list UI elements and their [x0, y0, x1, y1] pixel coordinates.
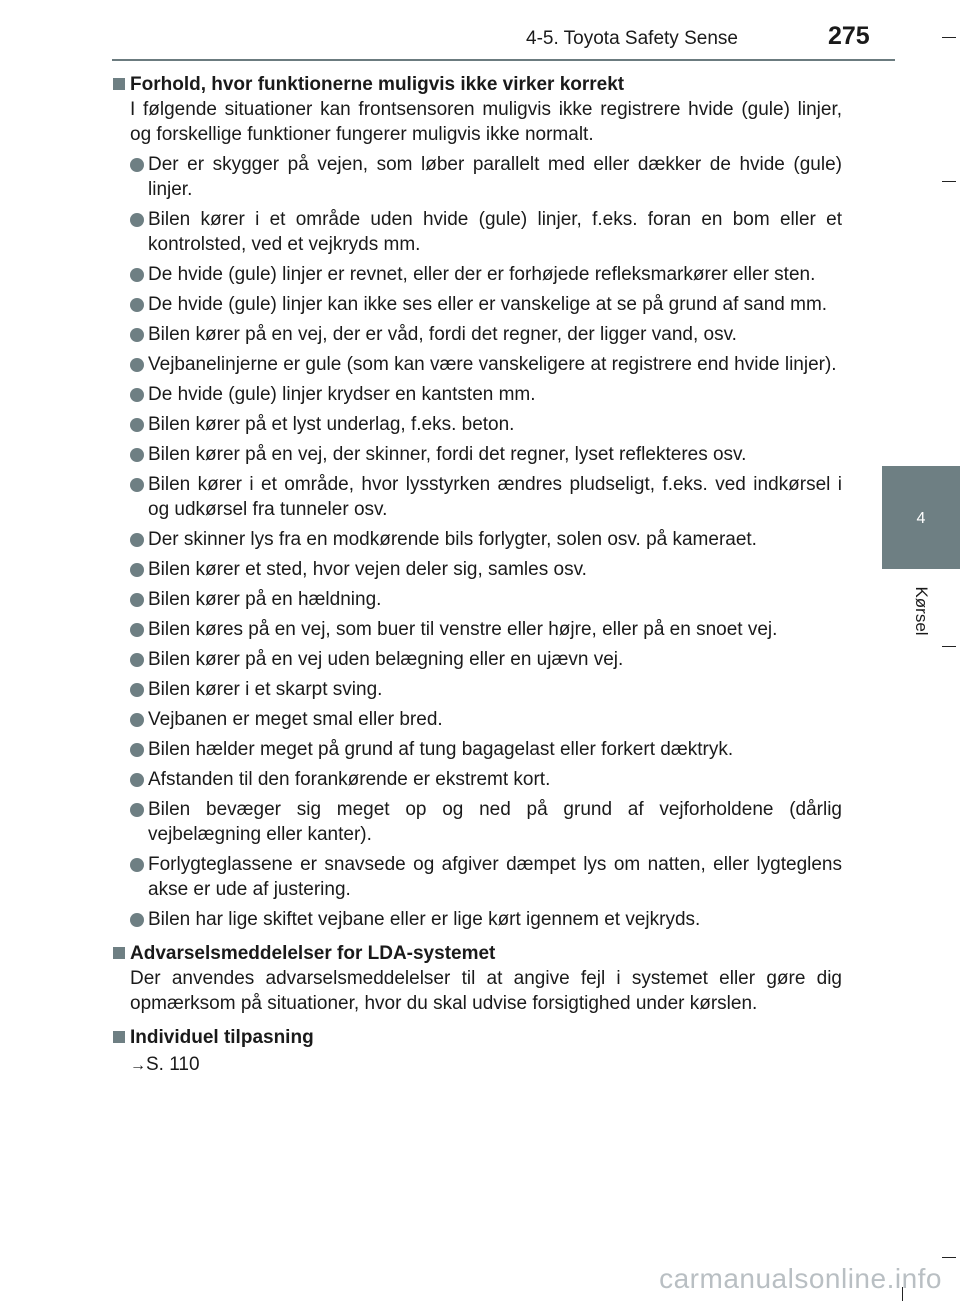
- list-item: [112, 262, 842, 287]
- section-heading-conditions: [112, 72, 842, 97]
- list-item-text: Der skinner lys fra en modkørende bils forlygter, solen osv. på kameraet.: [148, 529, 757, 550]
- list-item-text: Vejbanen er meget smal eller bred.: [148, 709, 443, 730]
- list-item-text: Bilen bevæger sig meget op og ned på grund af vejforholdene (dårlig vejbelægning eller kanter).: [148, 799, 842, 845]
- section-heading-text: Advarselsmeddelelser for LDA-systemet: [130, 943, 496, 964]
- list-item: [112, 707, 842, 732]
- circle-bullet-icon: [130, 213, 144, 227]
- circle-bullet-icon: [130, 858, 144, 872]
- header-divider: [112, 59, 895, 61]
- list-item-text: Bilen kører på et lyst underlag, f.eks. beton.: [148, 414, 515, 435]
- circle-bullet-icon: [130, 388, 144, 402]
- section-heading-custom: [112, 1025, 842, 1050]
- circle-bullet-icon: [130, 743, 144, 757]
- list-item-text: Bilen kører på en hældning.: [148, 589, 382, 610]
- section-heading-text: Individuel tilpasning: [130, 1027, 314, 1048]
- chapter-number: 4: [916, 510, 926, 527]
- list-item: [112, 647, 842, 672]
- chapter-label: Kørsel: [912, 586, 931, 636]
- circle-bullet-icon: [130, 158, 144, 172]
- list-item-text: Bilen kører et sted, hvor vejen deler sig, samles osv.: [148, 559, 587, 580]
- list-item-text: Afstanden til den forankørende er ekstremt kort.: [148, 769, 551, 790]
- circle-bullet-icon: [130, 913, 144, 927]
- list-item: [112, 767, 842, 792]
- circle-bullet-icon: [130, 478, 144, 492]
- crop-mark: [942, 37, 956, 38]
- list-item-text: Bilen kører i et område, hvor lysstyrken ændres pludseligt, f.eks. ved indkørsel i og udkørsel fra tunneler osv.: [148, 474, 842, 520]
- page-reference: [112, 1052, 842, 1078]
- watermark: carmanualsonline.info: [659, 1263, 942, 1294]
- square-bullet-icon: [113, 1031, 125, 1043]
- circle-bullet-icon: [130, 713, 144, 727]
- list-item-text: Bilen kører i et område uden hvide (gule) linjer, f.eks. foran en bom eller et kontrolsted, ved et vejkryds mm.: [148, 209, 842, 255]
- square-bullet-icon: [113, 78, 125, 90]
- circle-bullet-icon: [130, 298, 144, 312]
- circle-bullet-icon: [130, 593, 144, 607]
- circle-bullet-icon: [130, 623, 144, 637]
- list-item: [112, 207, 842, 257]
- list-item-text: Bilen kører på en vej, der er våd, fordi det regner, der ligger vand, osv.: [148, 324, 737, 345]
- section-body-warnings: Der anvendes advarselsmeddelelser til at angive fejl i systemet eller gøre dig opmærksom på situationer, hvor du skal udvise forsigtighed under kørslen.: [130, 968, 842, 1014]
- circle-bullet-icon: [130, 418, 144, 432]
- list-item-text: Bilen køres på en vej, som buer til venstre eller højre, eller på en snoet vej.: [148, 619, 778, 640]
- list-item-text: Bilen kører på en vej, der skinner, fordi det regner, lyset reflekteres osv.: [148, 444, 747, 465]
- section-intro: I følgende situationer kan frontsensoren muligvis ikke registrere hvide (gule) linjer, og forskellige funktioner fungerer muligvis ikke normalt.: [130, 99, 842, 145]
- list-item-text: De hvide (gule) linjer krydser en kantsten mm.: [148, 384, 536, 405]
- list-item: [112, 587, 842, 612]
- arrow-right-icon: →: [130, 1057, 146, 1074]
- conditions-bullet-list: [112, 152, 842, 932]
- list-item: [112, 152, 842, 202]
- list-item: [112, 527, 842, 552]
- list-item-text: Bilen kører i et skarpt sving.: [148, 679, 383, 700]
- circle-bullet-icon: [130, 563, 144, 577]
- crop-mark: [942, 181, 956, 182]
- list-item: [112, 352, 842, 377]
- list-item: [112, 292, 842, 317]
- circle-bullet-icon: [130, 328, 144, 342]
- page-reference-link[interactable]: S. 110: [146, 1054, 200, 1075]
- list-item-text: Bilen kører på en vej uden belægning eller en ujævn vej.: [148, 649, 624, 670]
- list-item-text: Vejbanelinjerne er gule (som kan være vanskeligere at registrere end hvide linjer).: [148, 354, 837, 375]
- circle-bullet-icon: [130, 773, 144, 787]
- list-item: [112, 737, 842, 762]
- list-item: [112, 472, 842, 522]
- list-item: [112, 557, 842, 582]
- list-item: [112, 412, 842, 437]
- list-item: [112, 442, 842, 467]
- circle-bullet-icon: [130, 653, 144, 667]
- list-item: [112, 382, 842, 407]
- circle-bullet-icon: [130, 803, 144, 817]
- list-item-text: Bilen hælder meget på grund af tung bagagelast eller forkert dæktryk.: [148, 739, 734, 760]
- page-number: 275: [828, 22, 870, 50]
- section-heading-text: Forhold, hvor funktionerne muligvis ikke virker korrekt: [130, 74, 625, 95]
- circle-bullet-icon: [130, 268, 144, 282]
- section-heading-warnings: [112, 941, 842, 966]
- circle-bullet-icon: [130, 448, 144, 462]
- list-item-text: Forlygteglassene er snavsede og afgiver dæmpet lys om natten, eller lygteglens akse er ude af justering.: [148, 854, 842, 900]
- crop-mark: [942, 1257, 956, 1258]
- list-item: [112, 852, 842, 902]
- list-item-text: Der er skygger på vejen, som løber parallelt med eller dækker de hvide (gule) linjer.: [148, 154, 842, 200]
- header-section-title: 4-5. Toyota Safety Sense: [526, 28, 738, 49]
- circle-bullet-icon: [130, 683, 144, 697]
- circle-bullet-icon: [130, 358, 144, 372]
- crop-mark: [942, 646, 956, 647]
- page-content: [112, 72, 842, 1078]
- list-item-text: De hvide (gule) linjer er revnet, eller der er forhøjede refleksmarkører eller sten.: [148, 264, 816, 285]
- list-item: [112, 797, 842, 847]
- list-item: [112, 617, 842, 642]
- square-bullet-icon: [113, 947, 125, 959]
- list-item: [112, 677, 842, 702]
- list-item: [112, 322, 842, 347]
- list-item-text: De hvide (gule) linjer kan ikke ses eller er vanskelige at se på grund af sand mm.: [148, 294, 828, 315]
- list-item-text: Bilen har lige skiftet vejbane eller er lige kørt igennem et vejkryds.: [148, 909, 701, 930]
- chapter-tab: [882, 466, 960, 569]
- list-item: [112, 907, 842, 932]
- circle-bullet-icon: [130, 533, 144, 547]
